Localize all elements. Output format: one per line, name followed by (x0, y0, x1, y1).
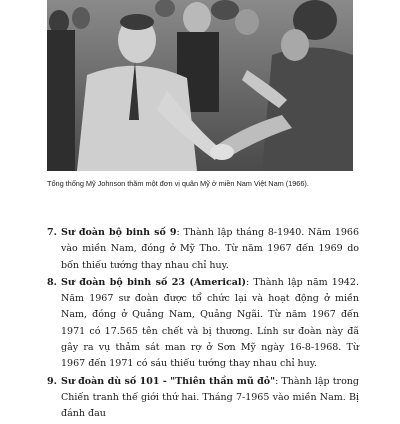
unit-name: Sư đoàn bộ binh số 23 (Americal) (61, 276, 247, 288)
unit-list (47, 225, 359, 424)
unit-description: : Thành lập tháng 8-1940. Năm 1966 vào miền Nam, đóng ở Mỹ Tho. Từ năm 1967 đến 1969 do bốn thiếu tướng thay nhau chỉ huy. (61, 227, 360, 271)
unit-description: : Thành lập năm 1942. Năm 1967 sư đoàn được tổ chức lại và hoạt động ở miền Nam, đóng ở Quảng Nam, Quảng Ngãi. Từ năm 1967 đến 1971 có 17.565 tên chết và bị thương. Lính sư đoàn này đã gây ra vụ thảm sát man rợ ở Sơn Mỹ ngày 16-8-1968. Từ 1967 đến 1971 có sáu thiếu tướng thay nhau chỉ huy. (61, 276, 359, 370)
item-number: 8. (47, 276, 57, 288)
item-number: 9. (47, 375, 57, 387)
news-photo (47, 0, 353, 171)
photo-image (47, 0, 353, 171)
list-item (47, 225, 359, 274)
unit-name: Sư đoàn bộ binh số 9 (61, 227, 177, 238)
unit-description: : Thành lập trong Chiến tranh thế giới thứ hai. Tháng 7-1965 vào miền Nam. Bị đánh đau (61, 375, 359, 420)
item-number: 7. (47, 227, 57, 238)
photo-caption: Tổng thống Mỹ Johnson thăm một đơn vị quân Mỹ ở miền Nam Việt Nam (1966). (47, 179, 309, 188)
unit-name: Sư đoàn dù số 101 - "Thiên thần mũ đỏ" (61, 375, 276, 387)
list-item (47, 275, 359, 373)
list-item (47, 374, 359, 423)
